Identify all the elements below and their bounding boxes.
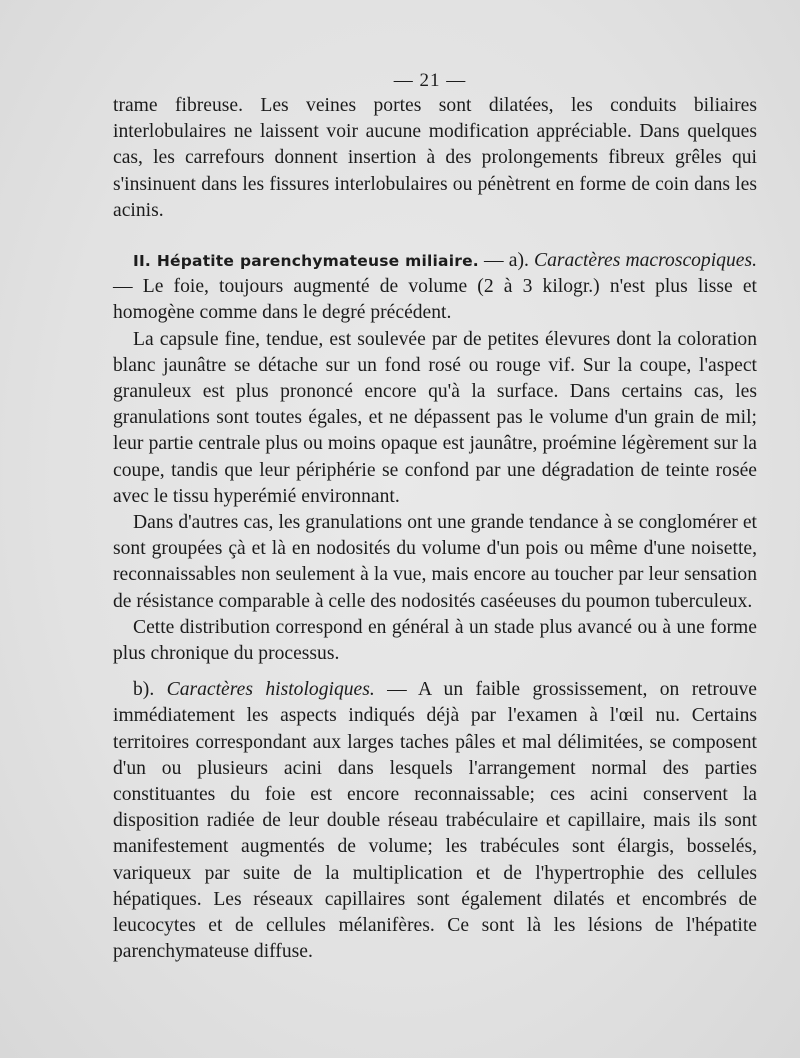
paragraph-histology xyxy=(113,677,757,965)
paragraph-continuation: trame fibreuse. Les veines portes sont dilatées, les conduits biliaires interlobulaires ne laissent voir aucune modification appréciable. Dans quelques cas, les carrefours donnent insertion à des prolongements fibreux grêles qui s'insinuent dans les fissures interlobulaires ou pénètrent en forme de coin dans les acinis. xyxy=(113,95,757,221)
subheading-macroscopic: Caractères macroscopiques. xyxy=(534,250,757,272)
body-text xyxy=(113,93,757,966)
section-heading-paragraph xyxy=(113,248,757,327)
section-gap xyxy=(113,224,757,248)
page-number: — 21 — xyxy=(393,70,467,91)
section-heading: II. Hépatite parenchymateuse miliaire. xyxy=(133,252,479,271)
section-dash: — a). xyxy=(478,250,534,272)
subheading-histologic: Caractères histologiques. xyxy=(166,679,375,701)
paragraph-capsule: La capsule fine, tendue, est soulevée par de petites élevures dont la coloration blanc jaunâtre se détache sur un fond rosé ou rouge vif. Sur la coupe, l'aspect granuleux est plus prononcé encore qu'à la surface. Dans certains cas, les granulations sont toutes égales, et ne dépassent pas le volume d'un grain de mil; leur partie centrale plus ou moins opaque est jaunâtre, proémine légèrement sur la coupe, tandis que leur périphérie se confond par une dégradation de teinte rosée avec le tissu hyperémié environnant. xyxy=(113,328,757,507)
paragraph-distribution: Cette distribution correspond en général à un stade plus avancé ou à une forme plus chronique du processus. xyxy=(113,616,757,665)
histology-lead: b). xyxy=(133,679,167,701)
paragraph-granulations: Dans d'autres cas, les granulations ont une grande tendance à se conglomérer et sont groupées çà et là en nodosités du volume d'un pois ou même d'une noisette, reconnaissables non seulement à la vue, mais encore au toucher par leur sensation de résistance comparable à celle des nodosités caséeuses du poumon tuberculeux. xyxy=(113,512,757,612)
section-gap-small xyxy=(113,667,757,677)
histology-text: — A un faible grossissement, on retrouve immédiatement les aspects indiqués déjà par l'examen à l'œil nu. Certains territoires correspondant aux larges taches pâles et mal délimitées, se composent d'un ou plusieurs acini dans lesquels l'arrangement normal des parties constituantes du foie est encore reconnaissable; ces acini conservent la disposition radiée de leur double réseau trabéculaire et capillaire, mais ils sont manifestement augmentés de volume; les trabécules sont élargis, bosselés, variqueux par suite de la multiplication et de l'hypertrophie des cellules hépatiques. Les réseaux capillaires sont également dilatés et encombrés de leucocytes et de cellules mélanifères. Ce sont là les lésions de l'hépatite parenchymateuse diffuse. xyxy=(113,679,757,963)
section-intro-text: — Le foie, toujours augmenté de volume (2 à 3 kilogr.) n'est plus lisse et homogène comme dans le degré précédent. xyxy=(113,276,757,324)
